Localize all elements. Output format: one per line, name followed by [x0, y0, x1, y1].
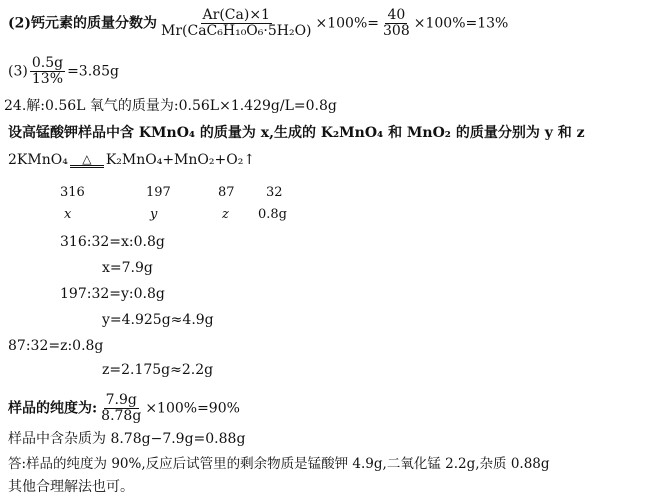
var-z: z	[222, 207, 229, 222]
q2-mid: ×100%=	[315, 15, 380, 32]
q2-frac1-numerator: Ar(Ca)×1	[202, 7, 270, 23]
eq-left: 2KMnO₄	[8, 152, 68, 168]
note-line: 其他合理解法也可。	[8, 479, 134, 495]
q24-equation	[8, 151, 255, 169]
q2-fraction-2	[381, 8, 412, 39]
q2-frac2-numerator: 40	[387, 7, 406, 23]
eq-right: K₂MnO₄+MnO₂+O₂↑	[105, 152, 256, 168]
step-result-x: x=7.9g	[102, 260, 153, 276]
purity-prefix: 样品的纯度为:	[8, 400, 98, 417]
q3-prefix: (3)	[8, 63, 28, 80]
purity-numerator: 7.9g	[105, 392, 137, 408]
q3-fraction	[30, 56, 65, 87]
q3-frac-numerator: 0.5g	[31, 55, 64, 71]
q3-line	[8, 56, 119, 87]
mass-kmno4: 316	[60, 185, 85, 200]
mass-mno2: 87	[218, 185, 235, 200]
step-ratio-z: 87:32=z:0.8g	[8, 338, 104, 354]
mass-k2mno4: 197	[146, 185, 171, 200]
step-ratio-y: 197:32=y:0.8g	[60, 286, 165, 302]
purity-fraction	[99, 393, 143, 424]
var-y: y	[150, 207, 158, 222]
q24-intro: 24.解:0.56L 氧气的质量为:0.56L×1.429g/L=0.8g	[4, 98, 337, 114]
var-x: x	[64, 207, 72, 222]
answer-line: 答:样品的纯度为 90%,反应后试管里的剩余物质是锰酸钾 4.9g,二氧化锰 2.2g,杂质 0.88g	[8, 456, 550, 472]
q3-frac-denominator: 13%	[31, 71, 64, 87]
impurity-line: 样品中含杂质为 8.78g−7.9g=0.88g	[8, 431, 246, 447]
var-o2-mass: 0.8g	[258, 207, 287, 222]
q2-line	[8, 8, 508, 39]
eq-double-bar	[70, 165, 104, 168]
q2-fraction-1	[159, 8, 314, 39]
q2-frac1-denominator: Mr(CaC₆H₁₀O₆·5H₂O)	[161, 23, 312, 39]
q3-tail: =3.85g	[67, 63, 119, 80]
mass-o2: 32	[266, 185, 283, 200]
q2-tail: ×100%=13%	[413, 15, 509, 32]
q24-assumption: 设高锰酸钾样品中含 KMnO₄ 的质量为 x,生成的 K₂MnO₄ 和 MnO₂ 的质量分别为 y 和 z	[8, 125, 585, 141]
step-result-y: y=4.925g≈4.9g	[102, 312, 214, 328]
purity-tail: ×100%=90%	[145, 400, 240, 417]
step-result-z: z=2.175g≈2.2g	[102, 362, 214, 378]
eq-condition-arrow	[70, 153, 104, 168]
step-ratio-x: 316:32=x:0.8g	[60, 234, 165, 250]
q2-frac2-denominator: 308	[383, 23, 410, 39]
heat-symbol: △	[82, 151, 92, 166]
purity-line	[8, 393, 240, 424]
purity-denominator: 8.78g	[101, 408, 142, 424]
q2-prefix: (2)钙元素的质量分数为	[8, 15, 157, 32]
